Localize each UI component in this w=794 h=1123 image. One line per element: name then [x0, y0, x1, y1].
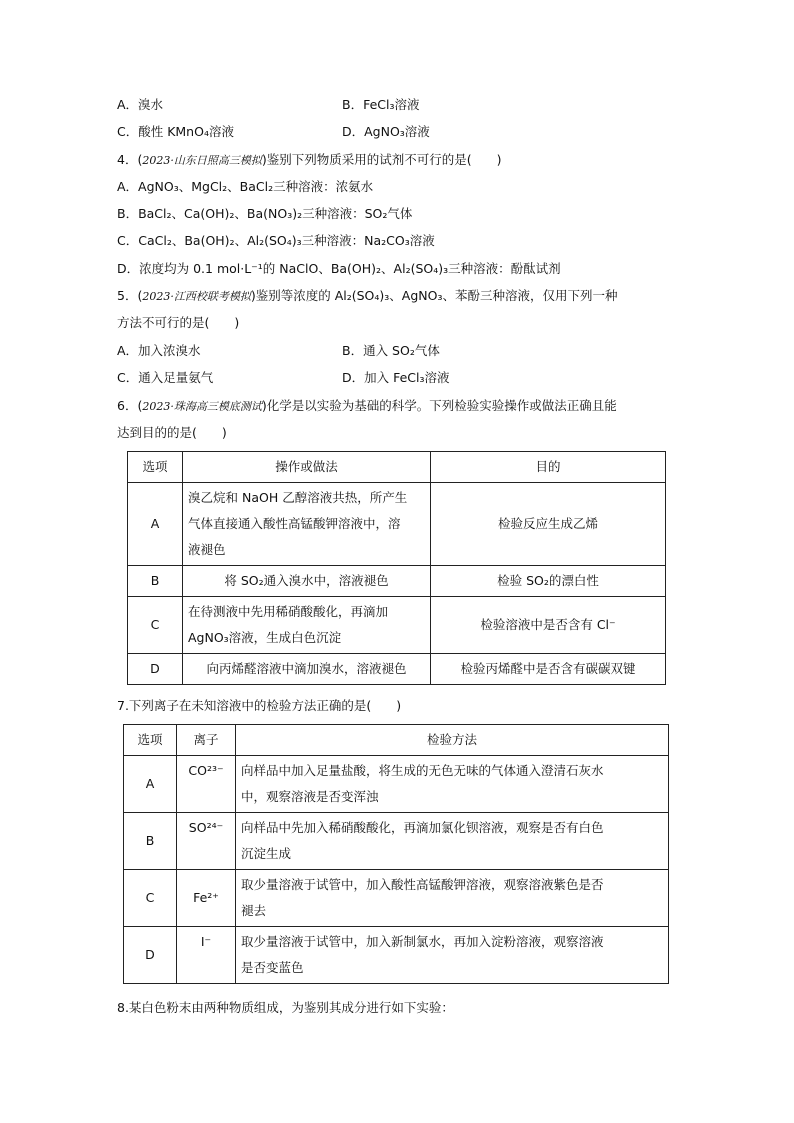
q4-option-d: D．浓度均为 0.1 mol·L⁻¹的 NaClO、Ba(OH)₂、Al₂(SO₄)₃三种溶液：酚酞试剂 — [117, 261, 561, 276]
q6-row-c-option: C — [128, 597, 183, 654]
q6-row-b-option: B — [128, 566, 183, 597]
q6-row-a-option: A — [128, 483, 183, 566]
q6-row-d-operation: 向丙烯醛溶液中滴加溴水，溶液褪色 — [183, 654, 431, 685]
q7-row-a-method: 向样品中加入足量盐酸，将生成的无色无味的气体通入澄清石灰水 中，观察溶液是否变浑浊 — [236, 756, 669, 813]
q4-option-c: C．CaCl₂、Ba(OH)₂、Al₂(SO₄)₃三种溶液：Na₂CO₃溶液 — [117, 233, 435, 248]
q7-row-d-ion: I⁻ — [177, 927, 236, 984]
q5-option-a: A．加入浓溴水 — [117, 343, 201, 358]
q6-header-option: 选项 — [128, 452, 183, 483]
q4-source: 2023·山东日照高三模拟 — [142, 154, 262, 167]
table-row — [124, 927, 669, 984]
q5-source: 2023·江西校联考模拟 — [142, 290, 251, 303]
q6-row-b-operation: 将 SO₂通入溴水中，溶液褪色 — [183, 566, 431, 597]
q5-option-b: B．通入 SO₂气体 — [342, 343, 440, 358]
q7-header-option: 选项 — [124, 725, 177, 756]
q6-stem: 6．(2023·珠海高三模底测试)化学是以实验为基础的科学。下列检验实验操作或做法正确且能 — [117, 398, 617, 413]
q3-option-b: B．FeCl₃溶液 — [342, 97, 420, 112]
q7-stem: 7.下列离子在未知溶液中的检验方法正确的是( ) — [117, 698, 402, 713]
q7-row-b-ion: SO²⁴⁻ — [177, 813, 236, 870]
q5-option-d: D．加入 FeCl₃溶液 — [342, 370, 450, 385]
q6-table — [127, 451, 666, 685]
q7-row-a-ion: CO²³⁻ — [177, 756, 236, 813]
table-row — [128, 654, 666, 685]
table-row — [124, 813, 669, 870]
q6-stem-cont: 达到目的的是( ) — [117, 425, 227, 440]
q4-option-b: B．BaCl₂、Ca(OH)₂、Ba(NO₃)₂三种溶液：SO₂气体 — [117, 206, 413, 221]
q7-row-c-ion: Fe²⁺ — [177, 870, 236, 927]
q7-row-d-option: D — [124, 927, 177, 984]
q7-row-c-method: 取少量溶液于试管中，加入酸性高锰酸钾溶液，观察溶液紫色是否 褪去 — [236, 870, 669, 927]
q6-row-d-option: D — [128, 654, 183, 685]
q6-source: 2023·珠海高三模底测试 — [142, 400, 262, 413]
table-row — [128, 483, 666, 566]
q6-header-operation: 操作或做法 — [183, 452, 431, 483]
q3-option-d: D．AgNO₃溶液 — [342, 124, 430, 139]
table-row — [124, 756, 669, 813]
q6-row-a-purpose: 检验反应生成乙烯 — [431, 483, 666, 566]
q7-row-d-method: 取少量溶液于试管中，加入新制氯水，再加入淀粉溶液，观察溶液 是否变蓝色 — [236, 927, 669, 984]
table-row — [124, 870, 669, 927]
table-row — [128, 566, 666, 597]
q6-row-c-purpose: 检验溶液中是否含有 Cl⁻ — [431, 597, 666, 654]
q6-row-b-purpose: 检验 SO₂的漂白性 — [431, 566, 666, 597]
q3-option-a: A．溴水 — [117, 97, 164, 112]
q6-row-a-operation: 溴乙烷和 NaOH 乙醇溶液共热，所产生 气体直接通入酸性高锰酸钾溶液中，溶 液褪色 — [183, 483, 431, 566]
q8-stem: 8.某白色粉末由两种物质组成，为鉴别其成分进行如下实验： — [117, 1000, 454, 1015]
q7-row-c-option: C — [124, 870, 177, 927]
q3-option-c: C．酸性 KMnO₄溶液 — [117, 124, 234, 139]
q7-header-ion: 离子 — [177, 725, 236, 756]
q6-row-d-purpose: 检验丙烯醛中是否含有碳碳双键 — [431, 654, 666, 685]
q5-stem-cont: 方法不可行的是( ) — [117, 315, 240, 330]
q5-option-c: C．通入足量氨气 — [117, 370, 214, 385]
q5-stem: 5．(2023·江西校联考模拟)鉴别等浓度的 Al₂(SO₄)₃、AgNO₃、苯酚三种溶液，仅用下列一种 — [117, 288, 618, 303]
q4-stem: 4．(2023·山东日照高三模拟)鉴别下列物质采用的试剂不可行的是( ) — [117, 152, 502, 167]
q7-row-a-option: A — [124, 756, 177, 813]
q7-row-b-option: B — [124, 813, 177, 870]
q7-header-method: 检验方法 — [236, 725, 669, 756]
q4-option-a: A．AgNO₃、MgCl₂、BaCl₂三种溶液：浓氨水 — [117, 179, 374, 194]
table-row — [128, 597, 666, 654]
q6-row-c-operation: 在待测液中先用稀硝酸酸化，再滴加 AgNO₃溶液，生成白色沉淀 — [183, 597, 431, 654]
q7-row-b-method: 向样品中先加入稀硝酸酸化，再滴加氯化钡溶液，观察是否有白色 沉淀生成 — [236, 813, 669, 870]
q7-table — [123, 724, 669, 984]
q6-header-purpose: 目的 — [431, 452, 666, 483]
